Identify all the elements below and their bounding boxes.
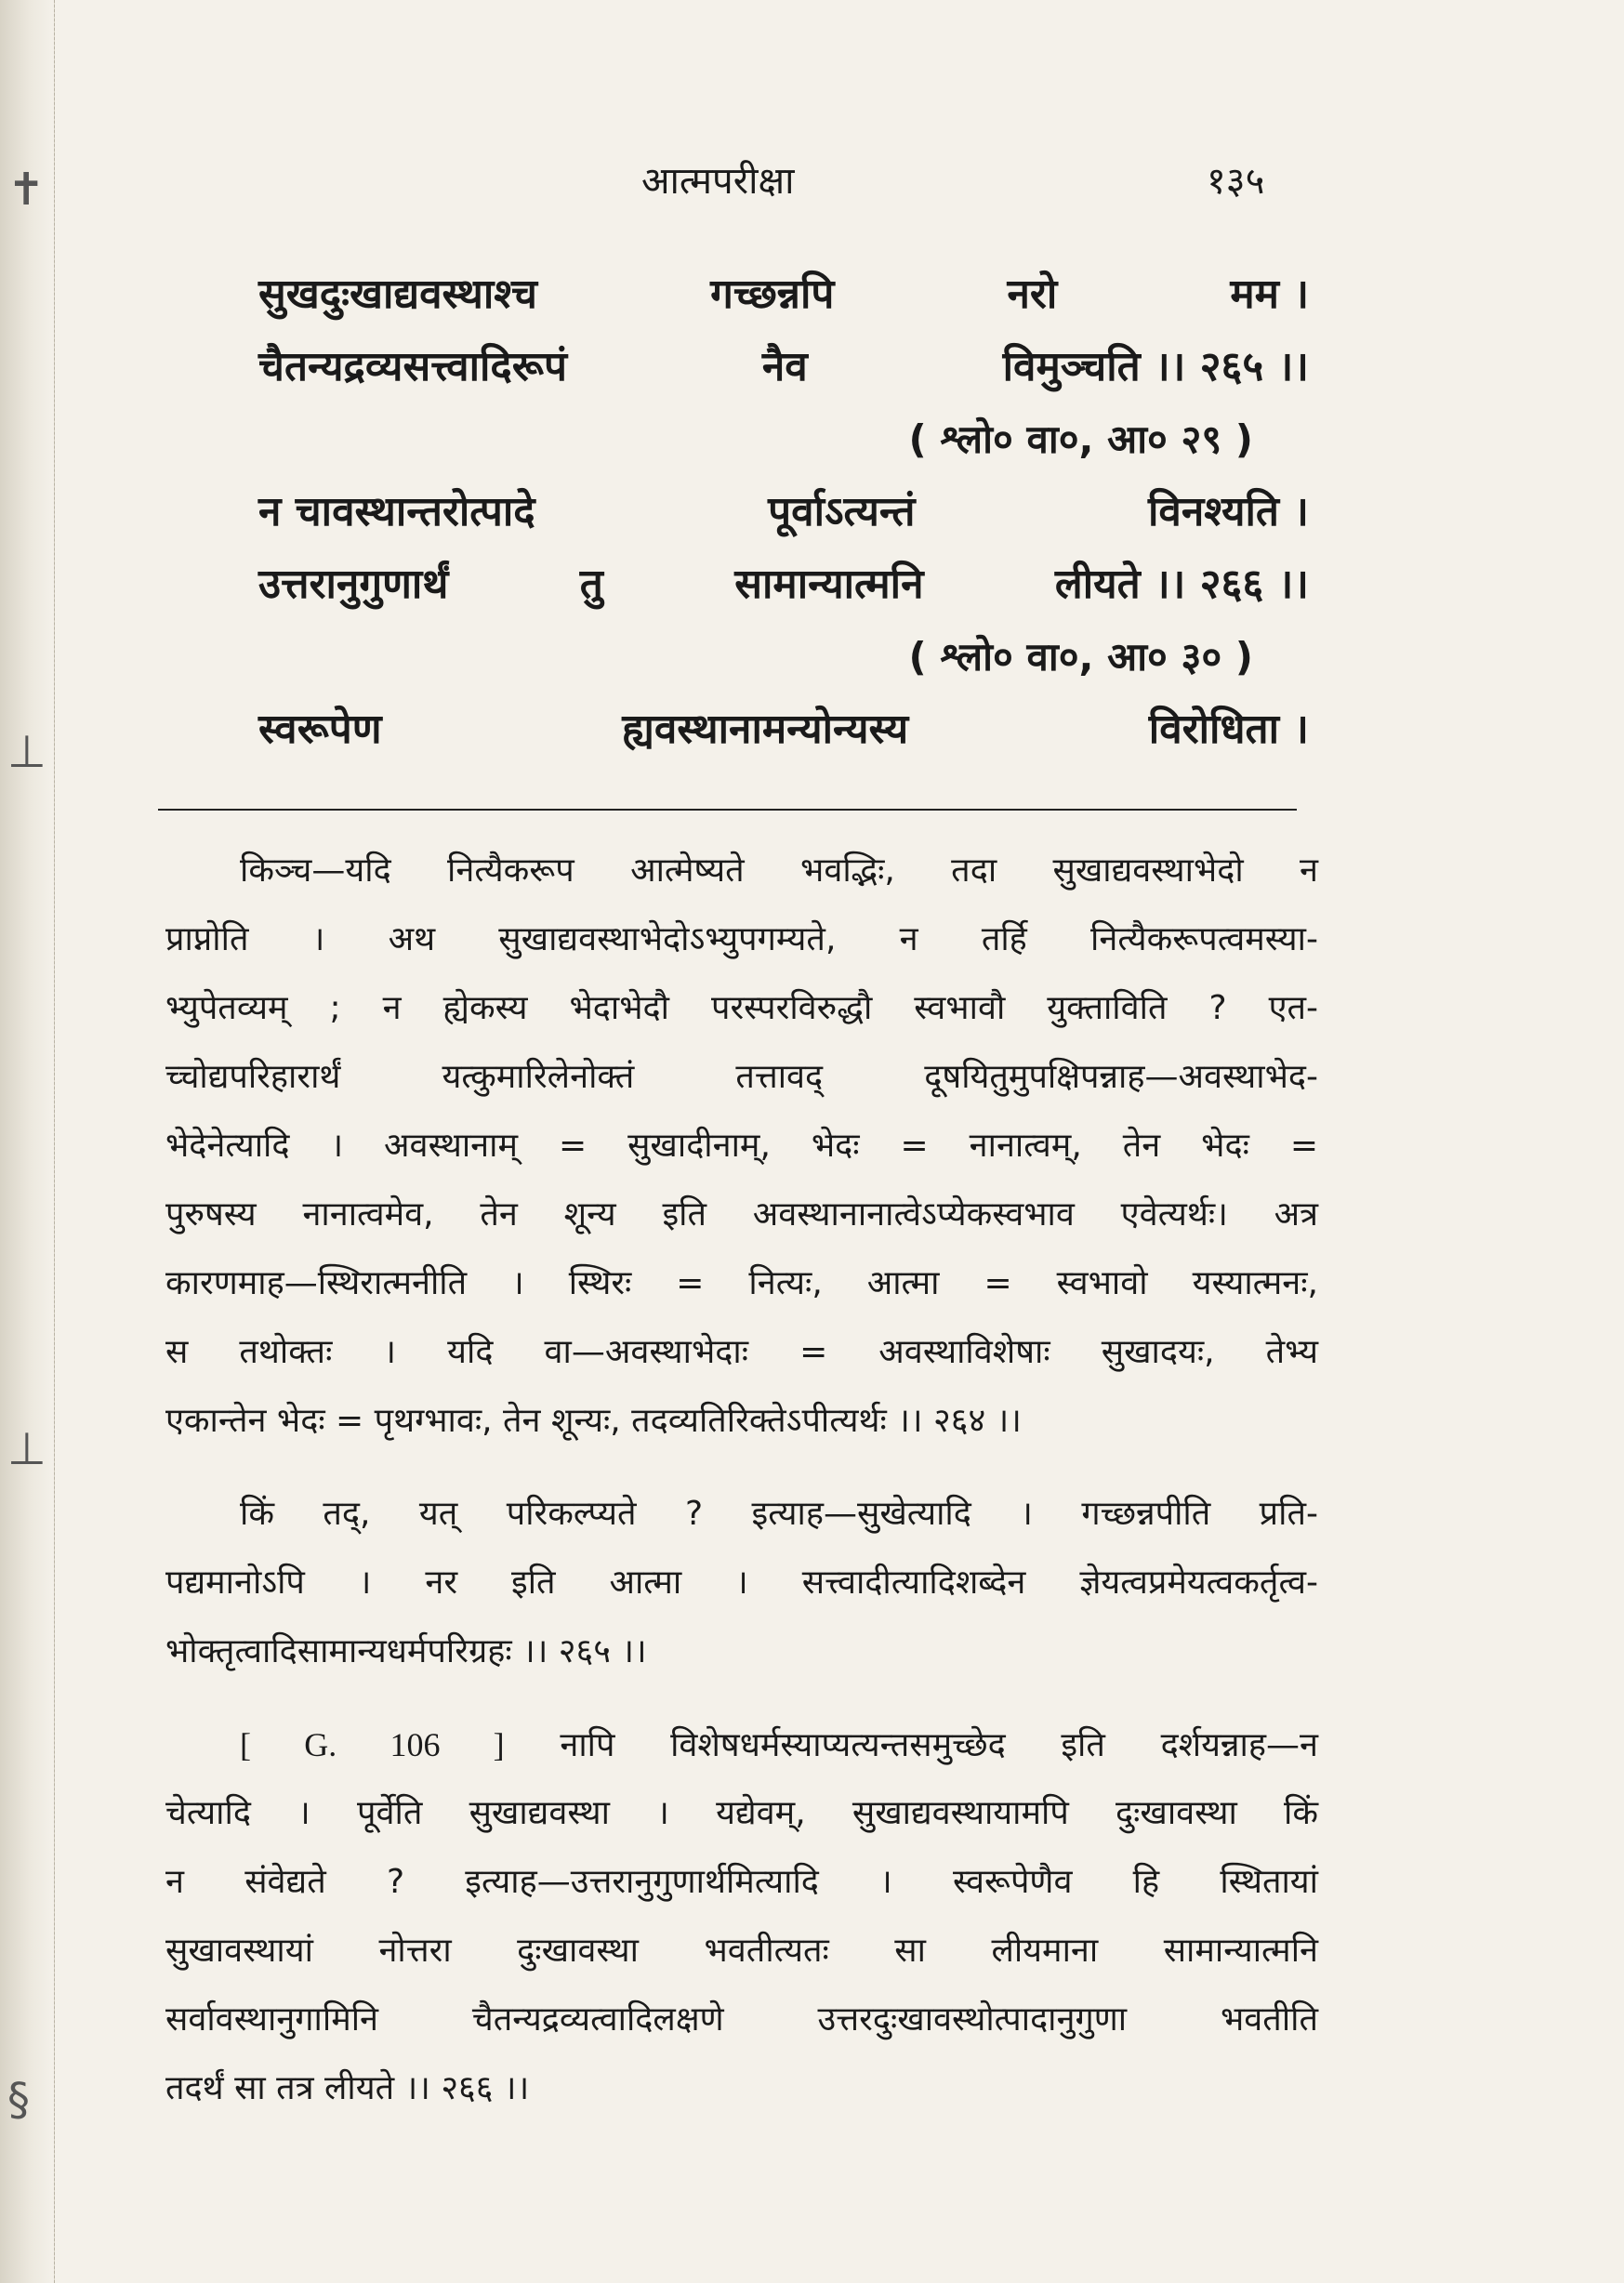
commentary-line: भ्युपेतव्यम् ; न ह्येकस्य भेदाभेदौ परस्परविरुद्धौ स्वभावौ युक्ताविति ? एत- [165, 989, 1318, 1027]
verse-reference: ( श्लो० वा०, आ० ३० ) [908, 634, 1253, 680]
verse-word: न चावस्थान्तरोत्पादे [258, 488, 535, 535]
commentary-paragraph [165, 837, 1318, 1456]
page-header [0, 153, 1624, 218]
verse-word: तु [579, 561, 603, 608]
commentary-line: पद्यमानोऽपि । नर इति आत्मा । सत्त्वादीत्यादिशब्देन ज्ञेयत्वप्रमेयत्वकर्तृत्व- [165, 1564, 1319, 1602]
verse-line [258, 693, 1309, 766]
verse-reference: ( श्लो० वा०, आ० २९ ) [908, 416, 1253, 462]
verse-word: ह्यवस्थानामन्योन्यस्य [622, 706, 909, 753]
verse-line [258, 548, 1309, 621]
commentary-line: भोक्तृत्वादिसामान्यधर्मपरिग्रहः ।। २६५ ।। [165, 1632, 647, 1670]
commentary-block [165, 837, 1318, 2147]
page-siglum: [ G. 106 ] [240, 1726, 505, 1763]
commentary-line: किञ्च—यदि नित्यैकरूप आत्मेष्यते भवद्भिः, तदा सुखाद्यवस्थाभेदो न [240, 851, 1318, 890]
commentary-line: किं तद्, यत् परिकल्प्यते ? इत्याह—सुखेत्यादि । गच्छन्नपीति प्रति- [240, 1495, 1318, 1533]
commentary-paragraph [165, 1480, 1318, 1686]
verse-word: गच्छन्नपि [710, 271, 835, 318]
commentary-text: नापि विशेषधर्मस्याप्यत्यन्तसमुच्छेद इति दर्शयन्नाह—न [560, 1726, 1318, 1764]
verse-word: सामान्यात्मनि [734, 561, 924, 608]
verse-word: मम । [1230, 271, 1309, 318]
verse-line [258, 331, 1309, 403]
section-divider [158, 809, 1297, 811]
verse-word: विमुञ्चति ।। २६५ ।। [1002, 343, 1309, 390]
commentary-line: एकान्तेन भेदः = पृथग्भावः, तेन शून्यः, तदव्यतिरिक्तेऽपीत्यर्थः ।। २६४ ।। [165, 1402, 1022, 1440]
verse-word: चैतन्यद्रव्यसत्त्वादिरूपं [258, 343, 567, 390]
page-binding-edge [0, 0, 55, 2283]
verse-word: पूर्वाऽत्यन्तं [768, 488, 916, 535]
page-number: १३५ [1207, 160, 1265, 203]
verse-word: स्वरूपेण [258, 706, 382, 753]
commentary-line: स तथोक्तः । यदि वा—अवस्थाभेदाः = अवस्थाविशेषाः सुखादयः, तेभ्य [165, 1333, 1318, 1371]
binding-mark: ⊥ [7, 1423, 46, 1475]
commentary-paragraph [165, 1710, 1318, 2123]
commentary-line: कारणमाह—स्थिरात्मनीति । स्थिरः = नित्यः, आत्मा = स्वभावो यस्यात्मनः, [165, 1264, 1318, 1302]
commentary-line: चेत्यादि । पूर्वेति सुखाद्यवस्था । यद्येवम्, सुखाद्यवस्थायामपि दुःखावस्था किं [165, 1794, 1318, 1832]
commentary-line: भेदेनेत्यादि । अवस्थानाम् = सुखादीनाम्, भेदः = नानात्वम्, तेन भेदः = [165, 1127, 1318, 1165]
commentary-line: प्राप्नोति । अथ सुखाद्यवस्थाभेदोऽभ्युपगम्यते, न तर्हि नित्यैकरूपत्वमस्या- [165, 920, 1318, 958]
verse-word: सुखदुःखाद्यवस्थाश्च [258, 271, 537, 318]
commentary-line: सुखावस्थायां नोत्तरा दुःखावस्था भवतीत्यतः सा लीयमाना सामान्यात्मनि [165, 1932, 1318, 1970]
commentary-line: न संवेद्यते ? इत्याह—उत्तरानुगुणार्थमित्यादि । स्वरूपेणैव हि स्थितायां [165, 1863, 1318, 1901]
verse-word: नरो [1007, 271, 1058, 318]
binding-mark: ⊥ [7, 726, 46, 778]
verse-line [258, 476, 1309, 548]
binding-mark: ✝ [7, 164, 46, 216]
verse-word: नैव [761, 343, 808, 390]
verse-line [258, 258, 1309, 331]
commentary-line: सर्वावस्थानुगामिनि चैतन्यद्रव्यत्वादिलक्षणे उत्तरदुःखावस्थोत्पादानुगुणा भवतीति [165, 2000, 1318, 2039]
commentary-line: पुरुषस्य नानात्वमेव, तेन शून्य इति अवस्थानानात्वेऽप्येकस्वभाव एवेत्यर्थः। अत्र [165, 1195, 1318, 1234]
verse-word: विरोधिता । [1148, 706, 1309, 753]
running-title: आत्मपरीक्षा [641, 160, 795, 203]
verse-word: उत्तरानुगुणार्थं [258, 561, 449, 608]
verse-word: लीयते ।। २६६ ।। [1054, 561, 1309, 608]
verse-word: विनश्यति । [1148, 488, 1309, 535]
commentary-line [165, 1710, 1318, 1779]
verse-block [258, 258, 1309, 766]
commentary-line: तदर्थं सा तत्र लीयते ।। २६६ ।। [165, 2069, 530, 2107]
commentary-line: च्चोद्यपरिहारार्थं यत्कुमारिलेनोक्तं तत्तावद् दूषयितुमुपक्षिपन्नाह—अवस्थाभेद- [165, 1058, 1318, 1096]
binding-mark: § [7, 2074, 30, 2126]
